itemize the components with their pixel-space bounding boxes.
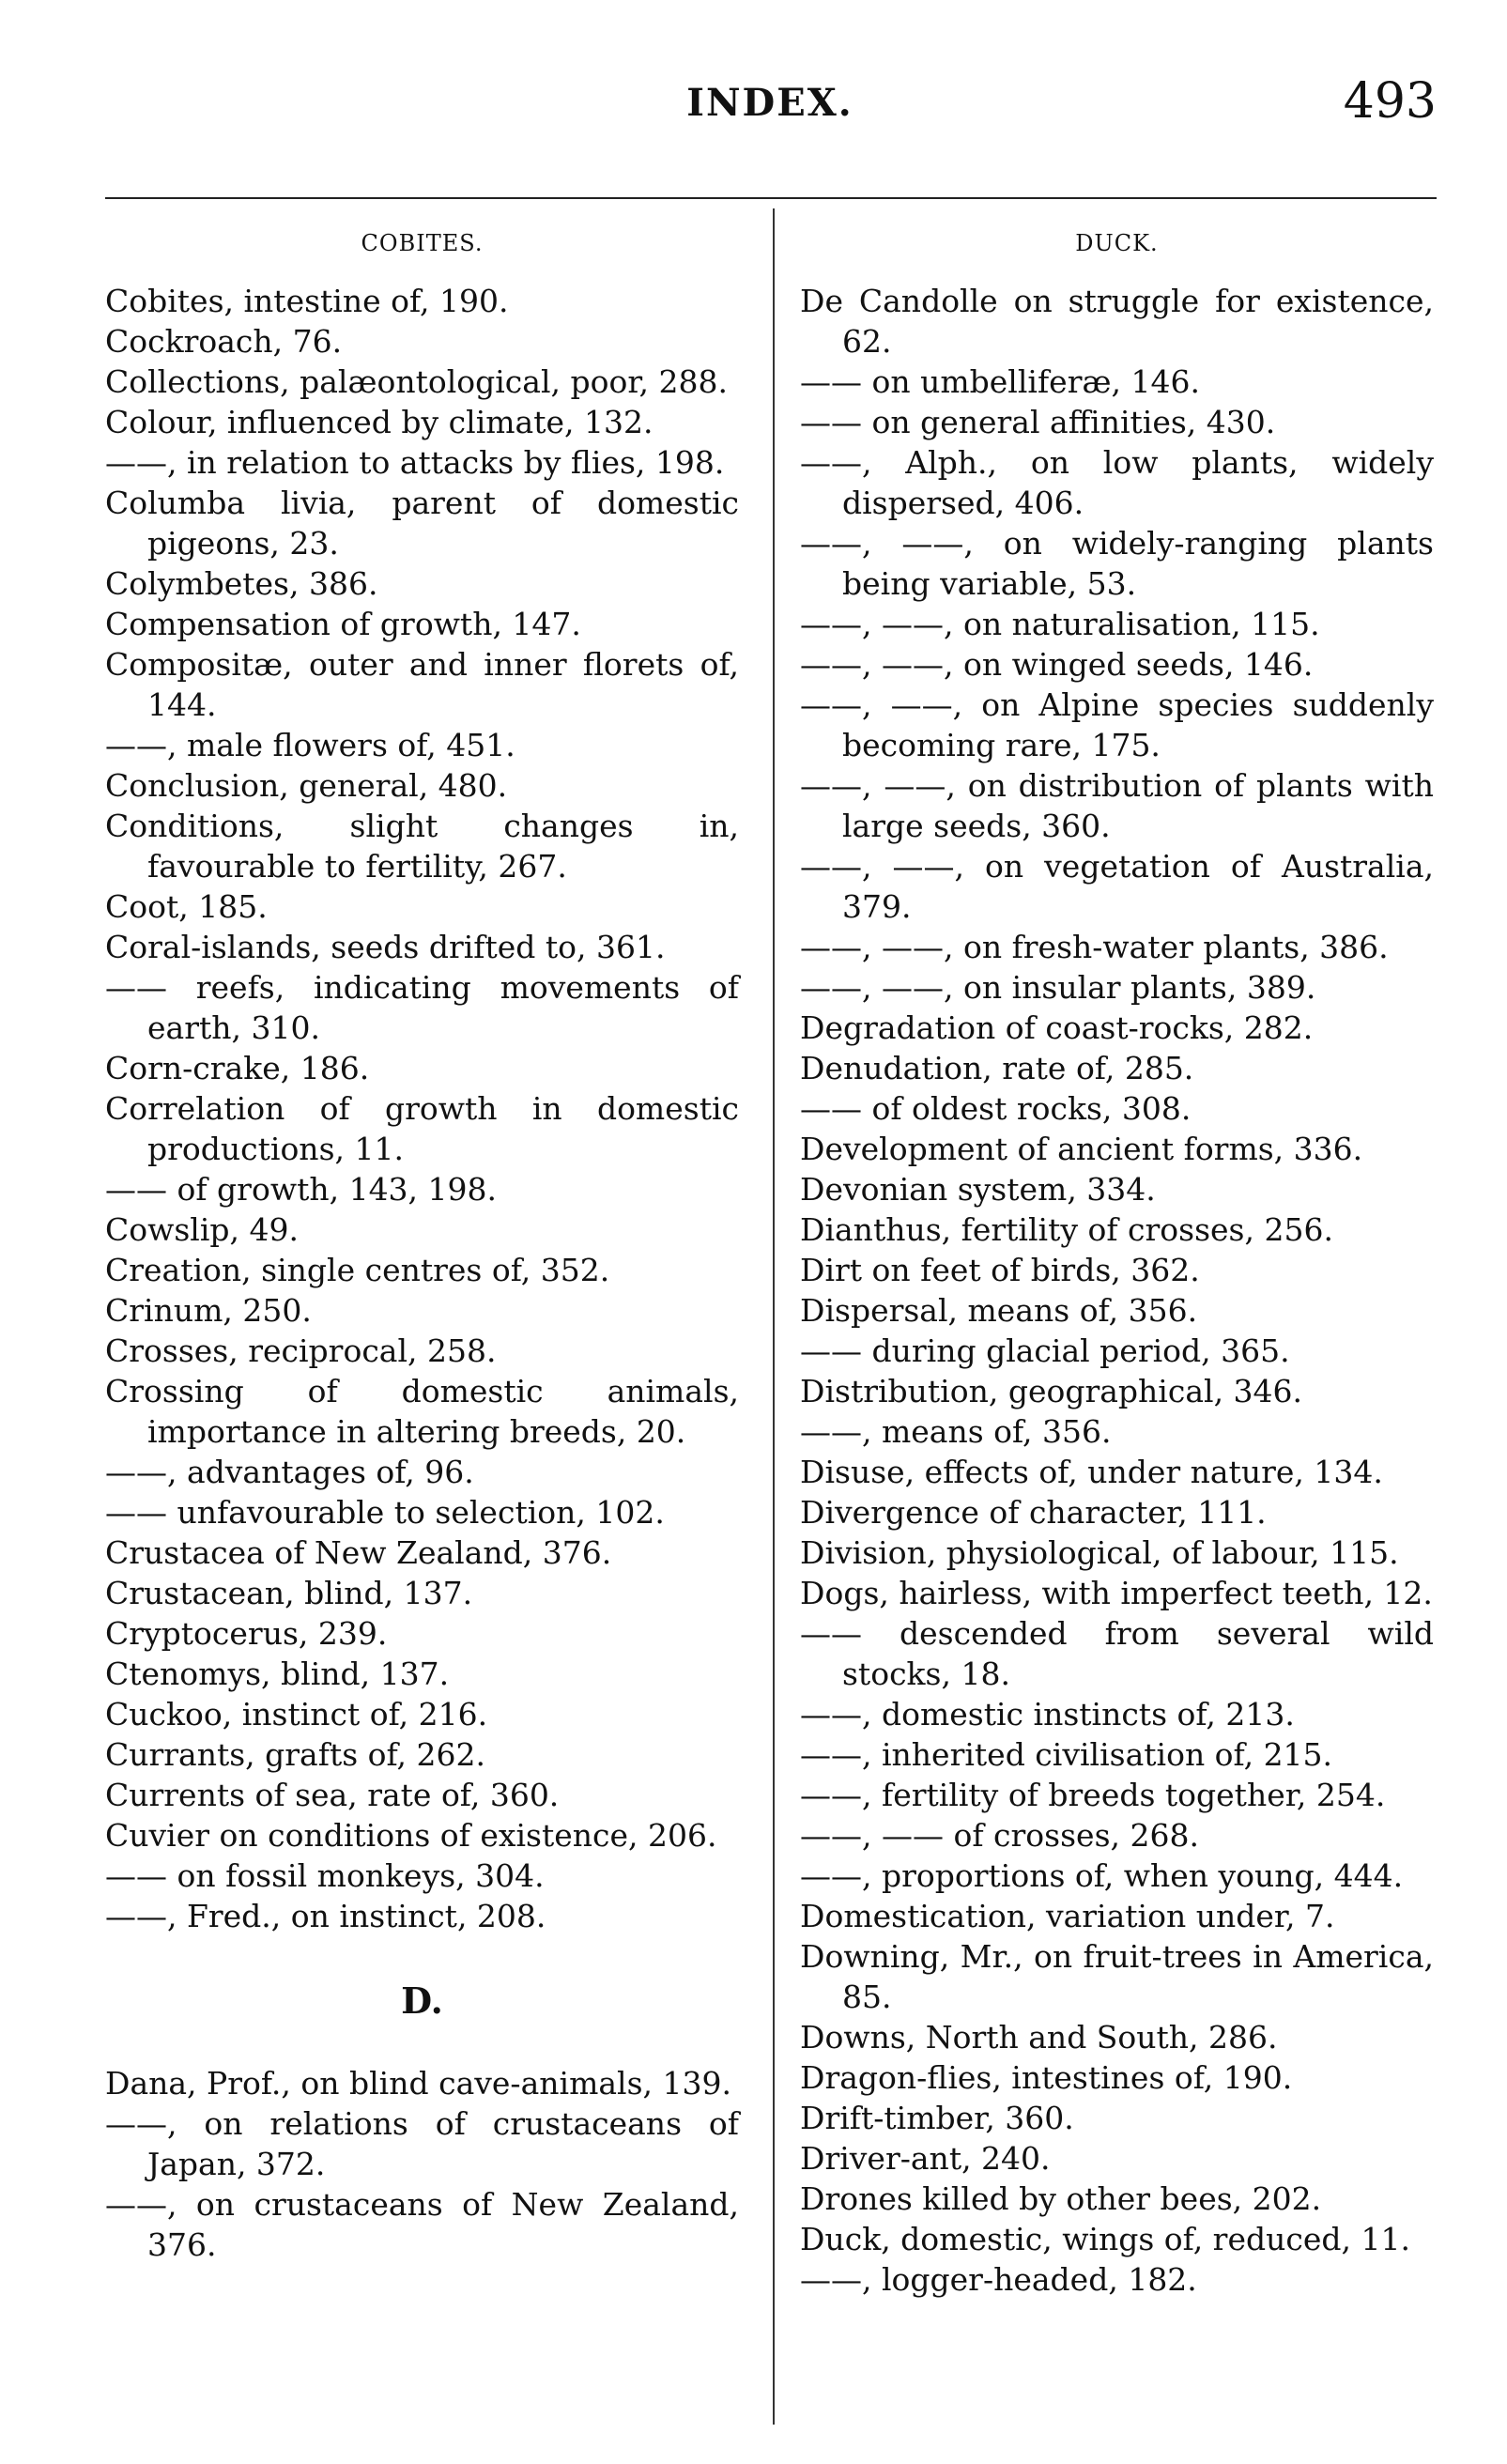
index-entry: ——, Alph., on low plants, widely dispersed, 406. <box>800 444 1434 521</box>
index-entry: ——, ——, on fresh-water plants, 386. <box>800 929 1389 965</box>
index-entry: —— unfavourable to selection, 102. <box>105 1494 665 1531</box>
index-entry: Dispersal, means of, 356. <box>800 1292 1198 1329</box>
index-entry: ——, on crustaceans of New Zealand, 376. <box>105 2186 739 2263</box>
index-entry: Coral-islands, seeds drifted to, 361. <box>105 929 666 965</box>
index-entry: Cryptocerus, 239. <box>105 1615 388 1652</box>
column-divider <box>773 208 775 2425</box>
index-entry: —— on fossil monkeys, 304. <box>105 1857 545 1894</box>
index-entry: Dogs, hairless, with imperfect teeth, 12. <box>800 1575 1433 1611</box>
index-entry: Corn-crake, 186. <box>105 1050 370 1086</box>
index-entry: Crinum, 250. <box>105 1292 312 1329</box>
index-entry: Disuse, effects of, under nature, 134. <box>800 1454 1383 1490</box>
index-entry: Coot, 185. <box>105 888 268 925</box>
index-entry: ——, ——, on widely-ranging plants being variable, 53. <box>800 525 1434 602</box>
index-entry: Dragon-flies, intestines of, 190. <box>800 2059 1293 2096</box>
index-entry: —— descended from several wild stocks, 18. <box>800 1615 1434 1692</box>
index-entry: Cuckoo, instinct of, 216. <box>105 1696 488 1732</box>
index-entry: Creation, single centres of, 352. <box>105 1252 610 1288</box>
index-entry: Collections, palæontological, poor, 288. <box>105 363 728 400</box>
index-entry: ——, ——, on distribution of plants with large seeds, 360. <box>800 767 1434 844</box>
index-entry: ——, ——, on Alpine species suddenly becoming rare, 175. <box>800 686 1434 763</box>
page-number: 493 <box>1343 73 1437 130</box>
index-entry: Ctenomys, blind, 137. <box>105 1656 450 1692</box>
index-entry: ——, ——, on naturalisation, 115. <box>800 606 1320 642</box>
index-entry: Columba livia, parent of domestic pigeons, 23. <box>105 485 739 562</box>
index-entry: Crustacea of New Zealand, 376. <box>105 1534 612 1571</box>
index-entry: ——, domestic instincts of, 213. <box>800 1696 1295 1732</box>
index-entry: Compensation of growth, 147. <box>105 606 581 642</box>
section-letter: D. <box>401 1979 443 2022</box>
index-entry: Dirt on feet of birds, 362. <box>800 1252 1200 1288</box>
index-entry: —— on umbelliferæ, 146. <box>800 363 1200 400</box>
right-entry-list <box>800 281 1434 2300</box>
index-entry: Domestication, variation under, 7. <box>800 1898 1335 1934</box>
index-entry: Cockroach, 76. <box>105 323 343 360</box>
index-entry: —— of growth, 143, 198. <box>105 1171 498 1208</box>
left-column <box>105 230 739 2265</box>
index-entry: Dana, Prof., on blind cave-animals, 139. <box>105 2065 731 2102</box>
index-entry: Correlation of growth in domestic productions, 11. <box>105 1090 739 1167</box>
index-entry: Dianthus, fertility of crosses, 256. <box>800 1211 1333 1248</box>
index-entry: ——, male flowers of, 451. <box>105 727 515 763</box>
index-entry: Divergence of character, 111. <box>800 1494 1267 1531</box>
index-entry: —— of oldest rocks, 308. <box>800 1090 1192 1127</box>
page-title: INDEX. <box>686 81 853 125</box>
index-entry: ——, inherited civilisation of, 215. <box>800 1736 1333 1773</box>
index-entry: Cuvier on conditions of existence, 206. <box>105 1817 717 1854</box>
index-entry: Colymbetes, 386. <box>105 565 378 602</box>
header-rule <box>105 197 1437 199</box>
index-entry: Currants, grafts of, 262. <box>105 1736 485 1773</box>
index-entry: Cobites, intestine of, 190. <box>105 283 509 319</box>
index-entry: Cowslip, 49. <box>105 1211 299 1248</box>
index-entry: Currents of sea, rate of, 360. <box>105 1777 560 1813</box>
index-entry: —— on general affinities, 430. <box>800 404 1276 440</box>
left-running-head: COBITES. <box>361 230 484 256</box>
index-entry: Denudation, rate of, 285. <box>800 1050 1194 1086</box>
index-entry: ——, ——, on insular plants, 389. <box>800 969 1316 1006</box>
index-entry: Drones killed by other bees, 202. <box>800 2180 1322 2217</box>
right-column <box>800 230 1434 2300</box>
index-entry: Conditions, slight changes in, favourable to fertility, 267. <box>105 808 739 885</box>
right-running-head: DUCK. <box>1075 230 1159 256</box>
index-entry: Conclusion, general, 480. <box>105 767 508 804</box>
index-entry: Compositæ, outer and inner florets of, 144. <box>105 646 739 723</box>
index-entry: Crossing of domestic animals, importance in altering breeds, 20. <box>105 1373 739 1450</box>
index-entry: Drift-timber, 360. <box>800 2100 1074 2136</box>
index-entry: ——, —— of crosses, 268. <box>800 1817 1199 1854</box>
index-entry: ——, on relations of crustaceans of Japan, 372. <box>105 2105 739 2182</box>
index-entry: ——, in relation to attacks by flies, 198. <box>105 444 725 481</box>
index-entry: Degradation of coast-rocks, 282. <box>800 1009 1314 1046</box>
index-entry: Development of ancient forms, 336. <box>800 1131 1363 1167</box>
index-entry: ——, Fred., on instinct, 208. <box>105 1898 546 1934</box>
index-entry: ——, fertility of breeds together, 254. <box>800 1777 1386 1813</box>
index-entry: Crosses, reciprocal, 258. <box>105 1332 497 1369</box>
index-entry: ——, advantages of, 96. <box>105 1454 474 1490</box>
page-header <box>103 73 1437 139</box>
index-entry: Division, physiological, of labour, 115. <box>800 1534 1399 1571</box>
left-entry-list <box>105 281 739 1936</box>
index-entry: Crustacean, blind, 137. <box>105 1575 473 1611</box>
left-entry-list-d <box>105 2063 739 2265</box>
index-entry: ——, logger-headed, 182. <box>800 2261 1197 2298</box>
index-entry: Driver-ant, 240. <box>800 2140 1051 2177</box>
index-entry: Devonian system, 334. <box>800 1171 1156 1208</box>
index-entry: Colour, influenced by climate, 132. <box>105 404 654 440</box>
index-entry: ——, ——, on vegetation of Australia, 379. <box>800 848 1434 925</box>
index-entry: Duck, domestic, wings of, reduced, 11. <box>800 2221 1410 2257</box>
index-entry: —— reefs, indicating movements of earth, 310. <box>105 969 739 1046</box>
index-entry: Downs, North and South, 286. <box>800 2019 1278 2056</box>
index-entry: —— during glacial period, 365. <box>800 1332 1290 1369</box>
index-entry: Downing, Mr., on fruit-trees in America, 85. <box>800 1938 1434 2015</box>
index-entry: De Candolle on struggle for existence, 62. <box>800 283 1434 360</box>
index-entry: ——, means of, 356. <box>800 1413 1112 1450</box>
index-entry: ——, proportions of, when young, 444. <box>800 1857 1404 1894</box>
index-entry: Distribution, geographical, 346. <box>800 1373 1303 1409</box>
index-entry: ——, ——, on winged seeds, 146. <box>800 646 1314 683</box>
